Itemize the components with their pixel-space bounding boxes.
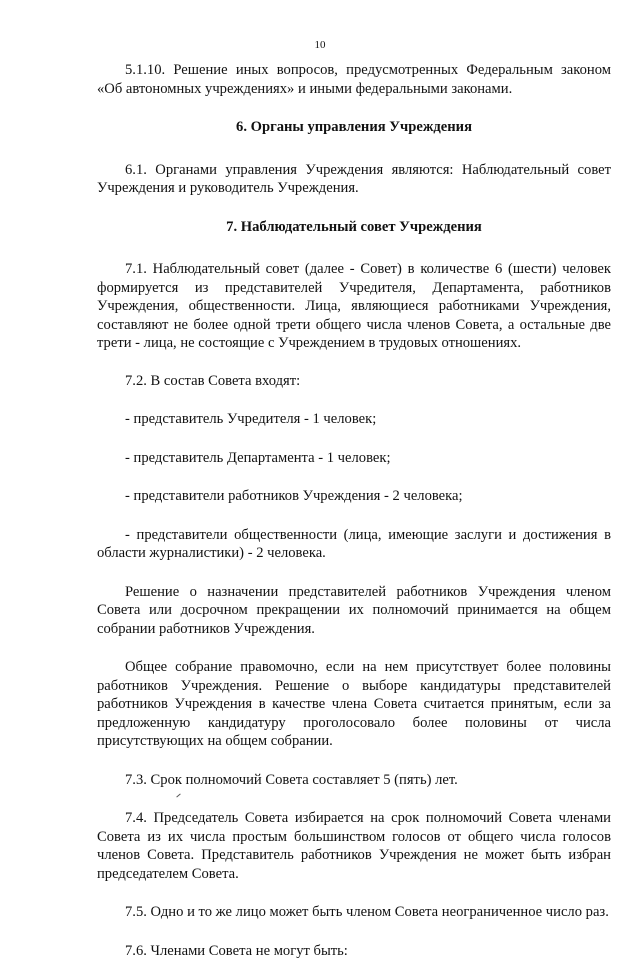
paragraph-5-1-10: 5.1.10. Решение иных вопросов, предусмотренных Федеральным законом «Об автономных учреждениях» и иными федеральными законами. — [97, 62, 611, 97]
list-item-employees: - представители работников Учреждения - 2 человека; — [125, 488, 463, 504]
paragraph-7-5: 7.5. Одно и то же лицо может быть членом Совета неограниченное число раз. — [125, 904, 609, 920]
list-item-founder: - представитель Учредителя - 1 человек; — [125, 411, 377, 427]
list-item-department: - представитель Департамента - 1 человек; — [125, 449, 391, 466]
paragraph-7-6: 7.6. Членами Совета не могут быть: — [125, 942, 348, 959]
paragraph-7-3: 7.3. Срок полномочий Совета составляет 5 (пять) лет. — [125, 771, 458, 788]
section-heading-6: 6. Органы управления Учреждения — [236, 119, 472, 135]
paragraph-general-meeting: Общее собрание правомочно, если на нем присутствует более половины работников Учреждения. Решение о выборе кандидатуры представителей работников Учреждения в качестве члена Совета считается принятым, если за предложенную кандидатуру проголосовало более половины от числа присутствующих на общем собрании. — [97, 659, 611, 749]
list-item-public: - представители общественности (лица, имеющие заслуги и достижения в области журналистики) - 2 человека. — [97, 526, 611, 561]
section-heading-7: 7. Наблюдательный совет Учреждения — [226, 218, 482, 235]
page-number: 10 — [314, 39, 326, 51]
paragraph-7-1: 7.1. Наблюдательный совет (далее - Совет) в количестве 6 (шести) человек формируется из представителей Учредителя, Департамента, работников Учреждения, общественности. Лица, являющиеся работниками Учреждения, составляют не более одной трети общего числа членов Совета, а остальные две трети - лица, не состоящие с Учреждением в трудовых отношениях. — [97, 261, 611, 351]
paragraph-7-2: 7.2. В состав Совета входят: — [125, 372, 301, 389]
paragraph-decision: Решение о назначении представителей работников Учреждения членом Совета или досрочном прекращении их полномочий принимается на общем собрании работников Учреждения. — [97, 583, 611, 637]
paragraph-6-1: 6.1. Органами управления Учреждения являются: Наблюдательный совет Учреждения и руководитель Учреждения. — [97, 161, 611, 196]
paragraph-7-4: 7.4. Председатель Совета избирается на срок полномочий Совета членами Совета из их числа простым большинством голосов от общего числа голосов членов Совета. Представитель работников Учреждения не может быть избран председателем Совета. — [97, 810, 611, 882]
document-body — [97, 61, 611, 980]
